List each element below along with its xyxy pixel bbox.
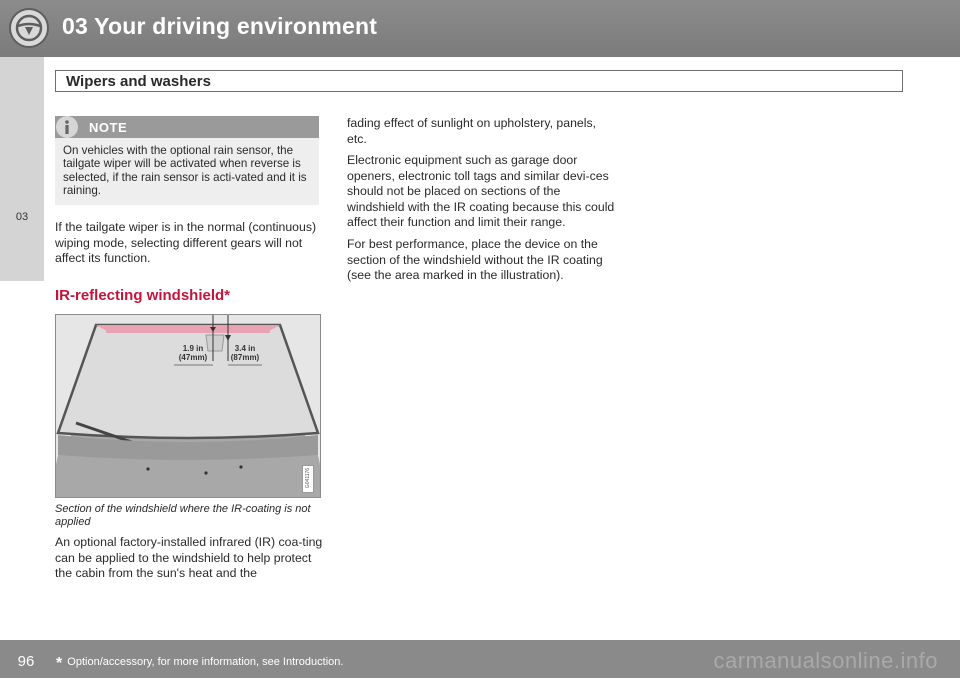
footnote-text: Option/accessory, for more information, see Introduction. — [67, 656, 344, 668]
windshield-illustration — [55, 314, 321, 498]
dimension-label-47mm: 1.9 in (47mm) — [178, 344, 208, 362]
watermark: carmanualsonline.info — [713, 648, 938, 673]
section-title: Wipers and washers — [66, 73, 211, 90]
illustration-caption: Section of the windshield where the IR-coating is not applied — [55, 503, 311, 528]
page-number: 96 — [17, 653, 35, 670]
chapter-side-tab — [0, 57, 44, 281]
note-box — [55, 116, 319, 205]
windshield-drawing — [56, 315, 320, 497]
footnote-star: * — [56, 655, 63, 672]
electronic-equipment-paragraph: Electronic equipment such as garage door openers, electronic toll tags and similar devi-ces should not be placed on sections of the windshield with the IR coating because this could affect their function and limit their range. — [347, 153, 615, 230]
note-header — [55, 116, 319, 138]
page-footer — [0, 640, 960, 678]
best-performance-paragraph: For best performance, place the device on the section of the windshield without the IR coating (see the area marked in the illustration). — [347, 237, 603, 283]
chapter-tab-number: 03 — [15, 211, 29, 223]
steering-wheel-icon — [9, 8, 49, 48]
sunlight-fading-paragraph: fading effect of sunlight on upholstery, panels, etc. — [347, 116, 597, 146]
dimension-label-87mm: 3.4 in (87mm) — [230, 344, 260, 362]
note-title: NOTE — [89, 120, 128, 135]
section-header — [55, 70, 903, 92]
footnote — [56, 655, 343, 673]
info-icon — [56, 116, 78, 138]
ir-windshield-heading: IR-reflecting windshield* — [55, 287, 231, 304]
illustration-code-tag: G041176 — [302, 465, 314, 493]
note-text: On vehicles with the optional rain sensor, the tailgate wiper will be activated when reverse is selected, if the rain sensor is acti-vated and it is raining. — [63, 144, 307, 198]
ir-coating-intro-paragraph: An optional factory-installed infrared (IR) coa-ting can be applied to the windshield to help protect the cabin from the sun's heat and the — [55, 535, 323, 581]
chapter-header — [0, 0, 960, 57]
tailgate-wiper-paragraph: If the tailgate wiper is in the normal (continuous) wiping mode, selecting different gears will not affect its function. — [55, 220, 317, 266]
chapter-title: 03 Your driving environment — [62, 13, 378, 39]
